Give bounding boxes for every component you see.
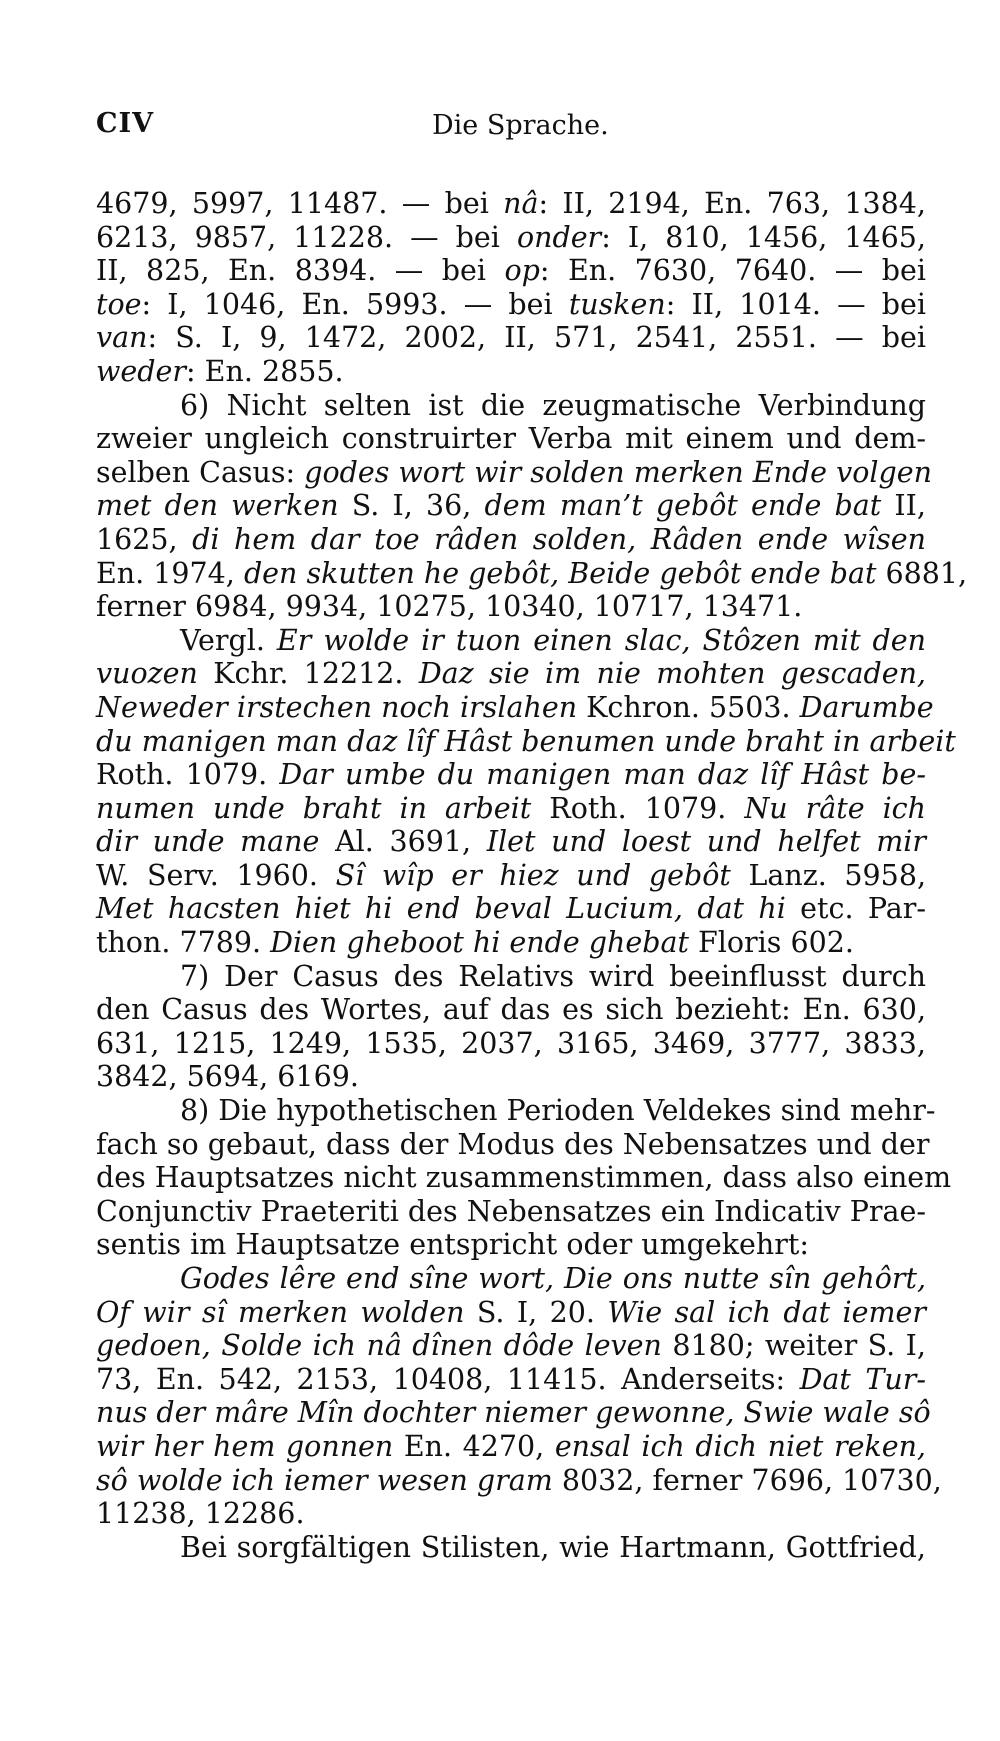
text-line: gedoen, Solde ich nâ dînen dôde leven 8180; weiter S. I, (96, 1329, 926, 1363)
text-line: numen unde braht in arbeit Roth. 1079. Nu râte ich (96, 791, 926, 825)
text-line: des Hauptsatzes nicht zusammenstimmen, dass also einem (96, 1161, 952, 1195)
text-line: ferner 6984, 9934, 10275, 10340, 10717, 13471. (96, 590, 803, 624)
page-header (96, 108, 926, 148)
text-line: Met hacsten hiet hi end beval Lucium, dat hi etc. Par- (96, 892, 926, 926)
text-line: du manigen man daz lîf Hâst benumen unde braht in arbeit (96, 724, 956, 758)
text-line: wir her hem gonnen En. 4270, ensal ich dich niet reken, (96, 1429, 926, 1463)
text-line: den Casus des Wortes, auf das es sich bezieht: En. 630, (96, 993, 926, 1027)
paragraph-start: Bei sorgfältigen Stilisten, wie Hartmann, Gottfried, (180, 1530, 926, 1564)
text-line: met den werken S. I, 36, dem man’t gebôt ende bat II, (96, 489, 926, 523)
running-title: Die Sprache. (432, 110, 609, 141)
text-line: nus der mâre Mîn dochter niemer gewonne, Swie wale sô (96, 1396, 931, 1430)
text-line: Roth. 1079. Dar umbe du manigen man daz lîf Hâst be- (96, 758, 926, 792)
text-line: fach so gebaut, dass der Modus des Nebensatzes und der (96, 1127, 930, 1161)
text-line: 631, 1215, 1249, 1535, 2037, 3165, 3469, 3777, 3833, (96, 1026, 926, 1060)
quotation-line: Godes lêre end sîne wort, Die ons nutte sîn gehôrt, (180, 1262, 926, 1295)
text-line: W. Serv. 1960. Sî wîp er hiez und gebôt Lanz. 5958, (96, 858, 927, 892)
text-line: weder: En. 2855. (96, 354, 344, 388)
text-line: sô wolde ich iemer wesen gram 8032, ferner 7696, 10730, (96, 1463, 942, 1497)
text-line: 4679, 5997, 11487. — bei nâ: II, 2194, En. 763, 1384, (96, 187, 926, 220)
paragraph-8-start: 8) Die hypothetischen Perioden Veldekes sind mehr- (180, 1094, 936, 1128)
text-line: van: S. I, 9, 1472, 2002, II, 571, 2541, 2551. — bei (96, 321, 926, 355)
text-line: selben Casus: godes wort wir solden merken Ende volgen (96, 455, 932, 489)
text-line: Neweder irstechen noch irslahen Kchron. 5503. Darumbe (96, 690, 934, 724)
text-line: vuozen Kchr. 12212. Daz sie im nie mohten gescaden, (96, 657, 926, 691)
text-line: 6213, 9857, 11228. — bei onder: I, 810, 1456, 1465, (96, 220, 926, 254)
text-line: 73, En. 542, 2153, 10408, 11415. Anderseits: Dat Tur- (96, 1362, 926, 1396)
text-line: thon. 7789. Dien gheboot hi ende ghebat Floris 602. (96, 926, 854, 960)
text-line: sentis im Hauptsatze entspricht oder umgekehrt: (96, 1228, 809, 1262)
text-line: Vergl. Er wolde ir tuon einen slac, Stôzen mit den (180, 623, 926, 657)
body-text (96, 187, 968, 1564)
text-line: En. 1974, den skutten he gebôt, Beide gebôt ende bat 6881, (96, 556, 968, 590)
paragraph-6-start: 6) Nicht selten ist die zeugmatische Verbindung (180, 388, 926, 422)
text-line: II, 825, En. 8394. — bei op: En. 7630, 7640. — bei (96, 254, 926, 288)
paragraph-7-start: 7) Der Casus des Relativs wird beeinflusst durch (180, 959, 926, 993)
text-line: 3842, 5694, 6169. (96, 1060, 359, 1094)
text-line: toe: I, 1046, En. 5993. — bei tusken: II, 1014. — bei (96, 287, 926, 321)
text-line: 1625, di hem dar toe râden solden, Râden ende wîsen (96, 522, 926, 556)
text-line: Conjunctiv Praeteriti des Nebensatzes ein Indicativ Prae- (96, 1194, 926, 1228)
page-number: CIV (96, 108, 155, 139)
text-line: Of wir sî merken wolden S. I, 20. Wie sal ich dat iemer (96, 1295, 927, 1329)
text-line: dir unde mane Al. 3691, Ilet und loest und helfet mir (96, 825, 926, 859)
text-line: zweier ungleich construirter Verba mit einem und dem- (96, 422, 926, 456)
text-line: 11238, 12286. (96, 1497, 305, 1531)
